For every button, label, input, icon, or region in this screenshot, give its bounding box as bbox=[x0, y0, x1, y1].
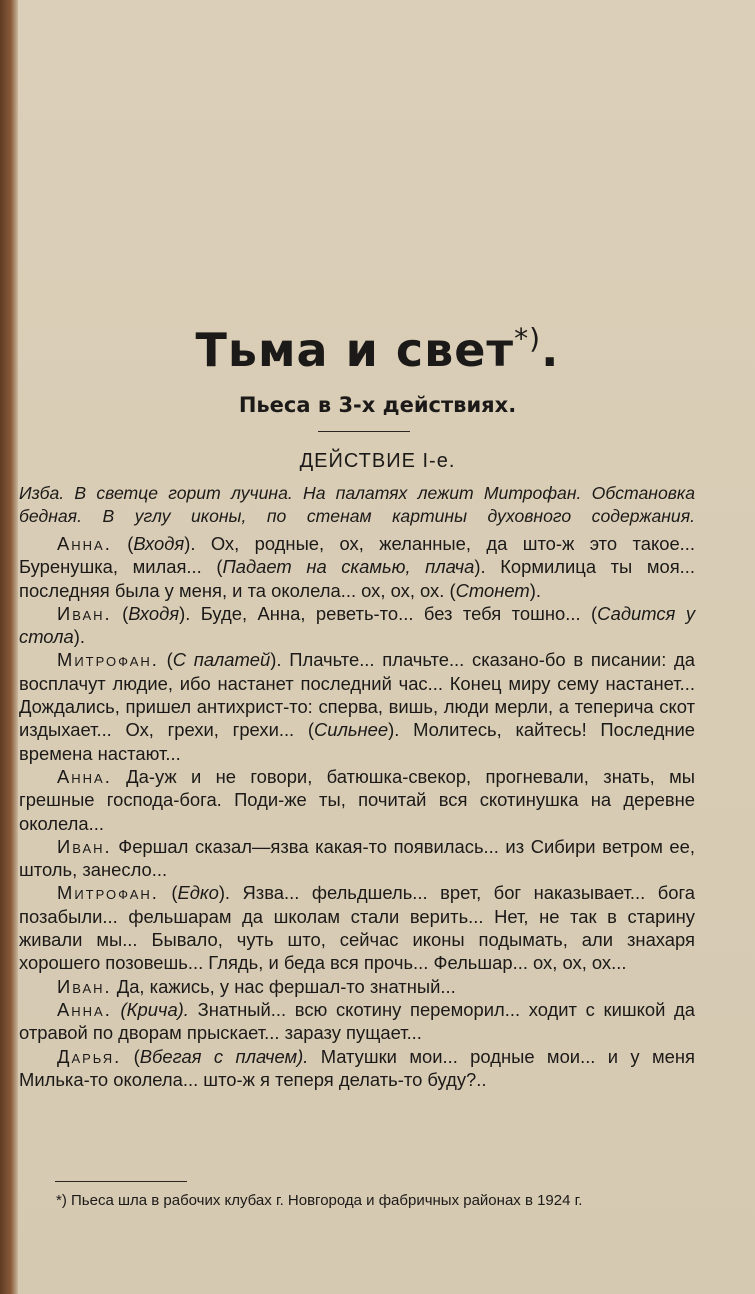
dialogue-line bbox=[19, 975, 695, 998]
title-text: Тьма и свет bbox=[195, 323, 515, 377]
speaker-name: Анна. bbox=[57, 533, 112, 554]
stage-remark: Стонет bbox=[455, 579, 530, 601]
stage-remark: (Крича). bbox=[120, 998, 189, 1020]
speech-text: ( bbox=[111, 533, 134, 554]
footnote-rule bbox=[55, 1181, 187, 1182]
speaker-name: Дарья. bbox=[57, 1045, 122, 1067]
speaker-name: Иван. bbox=[57, 975, 112, 997]
dialogue-line bbox=[19, 881, 695, 974]
stage-remark: Входя bbox=[128, 602, 180, 624]
speaker-name: Анна. bbox=[57, 765, 112, 787]
footnote-mark: *) bbox=[514, 322, 542, 355]
speech-text: ( bbox=[158, 649, 173, 671]
speech-text: ( bbox=[111, 602, 129, 624]
speaker-name: Иван. bbox=[57, 602, 112, 624]
speech-text: ). Язва... фельдшель... врет, бог наказывает... бога позабыли... фельшарам да школам стали верить... Нет, не так в старину живали мы... Бывало, чуть што, сейчас иконы подымать, али знахаря хорошего позовешь... Глядь, и беда вся прочь... Фельшар... ох, ох, ох... bbox=[19, 882, 695, 974]
stage-remark: Сильнее bbox=[314, 719, 389, 741]
speaker-name: Митрофан. bbox=[57, 649, 159, 671]
stage-remark: С палатей bbox=[172, 649, 271, 671]
dialogue-line bbox=[19, 602, 695, 649]
speech-text: ). Плачьте... плачьте... сказано-бо в писании: да восплачут людие, ибо настанет последний час... Конец миру сему настанет... Дождались, пришел антихрист-то: сперва, вишь, люди мерли, а теперича скот издыхает... Ох, грехи, грехи... ( bbox=[19, 649, 695, 741]
book-spine-edge bbox=[0, 0, 18, 1294]
footnote: *) Пьеса шла в рабочих клубах г. Новгорода и фабричных районах в 1924 г. bbox=[56, 1192, 583, 1209]
dialogue-text bbox=[19, 532, 695, 1091]
dialogue-line bbox=[19, 532, 695, 602]
dialogue-line bbox=[19, 835, 695, 882]
stage-remark: Падает на скамью, плача bbox=[222, 556, 475, 578]
speech-text: Знатный... всю скотину переморил... ходит с кишкой да отравой по дворам прыскает... заразу пущает... bbox=[19, 998, 695, 1044]
stage-remark: Едко bbox=[177, 882, 219, 904]
speech-text: ( bbox=[158, 882, 178, 904]
speech-text: ). bbox=[73, 626, 85, 648]
speech-text: ). Молитесь, кайтесь! Последние времена настают... bbox=[19, 719, 696, 764]
stage-remark: Садится у стола bbox=[19, 602, 696, 648]
speaker-name: Митрофан. bbox=[57, 882, 159, 904]
speech-text: ). Кормилица ты моя... последняя была у меня, и та околела... ох, ох, ох. ( bbox=[19, 556, 696, 601]
speech-text: Матушки мои... родные мои... и у меня Милька-то околела... што-ж я теперя делать-то буду?.. bbox=[19, 1045, 695, 1090]
speech-text: Фершал сказал—язва какая-то появилась... из Сибири ветром ее, штоль, занесло... bbox=[19, 835, 695, 881]
speech-text: ). Буде, Анна, реветь-то... без тебя тошно... ( bbox=[179, 602, 598, 624]
speaker-name: Анна. bbox=[57, 998, 112, 1020]
title-period: . bbox=[541, 323, 560, 377]
dialogue-line bbox=[19, 1045, 695, 1092]
speech-text: ). bbox=[529, 579, 541, 601]
divider-rule bbox=[318, 431, 410, 432]
dialogue-line bbox=[19, 765, 695, 835]
stage-remark: Вбегая с плачем). bbox=[139, 1045, 309, 1067]
speech-text: Да, кажись, у нас фершал-то знатный... bbox=[111, 975, 456, 997]
dialogue-line bbox=[19, 998, 695, 1045]
speaker-name: Иван. bbox=[57, 835, 112, 857]
stage-directions: Изба. В светце горит лучина. На палатях лежит Митрофан. Обстановка бедная. В углу иконы, по стенам картины духовного содержания. bbox=[19, 483, 695, 526]
play-subtitle: Пьеса в 3-х действиях. bbox=[238, 393, 517, 417]
act-heading: ДЕЙСТВИЕ I-е. bbox=[299, 450, 456, 472]
stage-remark: Входя bbox=[133, 533, 185, 554]
speech-text bbox=[112, 999, 121, 1020]
speech-text: ). Ох, родные, ох, желанные, да што-ж это такое... Буренушка, милая... ( bbox=[19, 533, 695, 578]
speech-text: ( bbox=[121, 1045, 140, 1067]
dialogue-line bbox=[19, 648, 695, 764]
play-title bbox=[0, 322, 755, 377]
speech-text: Да-уж и не говори, батюшка-свекор, прогневали, знать, мы грешные господа-бога. Поди-же ты, почитай вся скотинушка на деревне околела... bbox=[19, 765, 695, 834]
